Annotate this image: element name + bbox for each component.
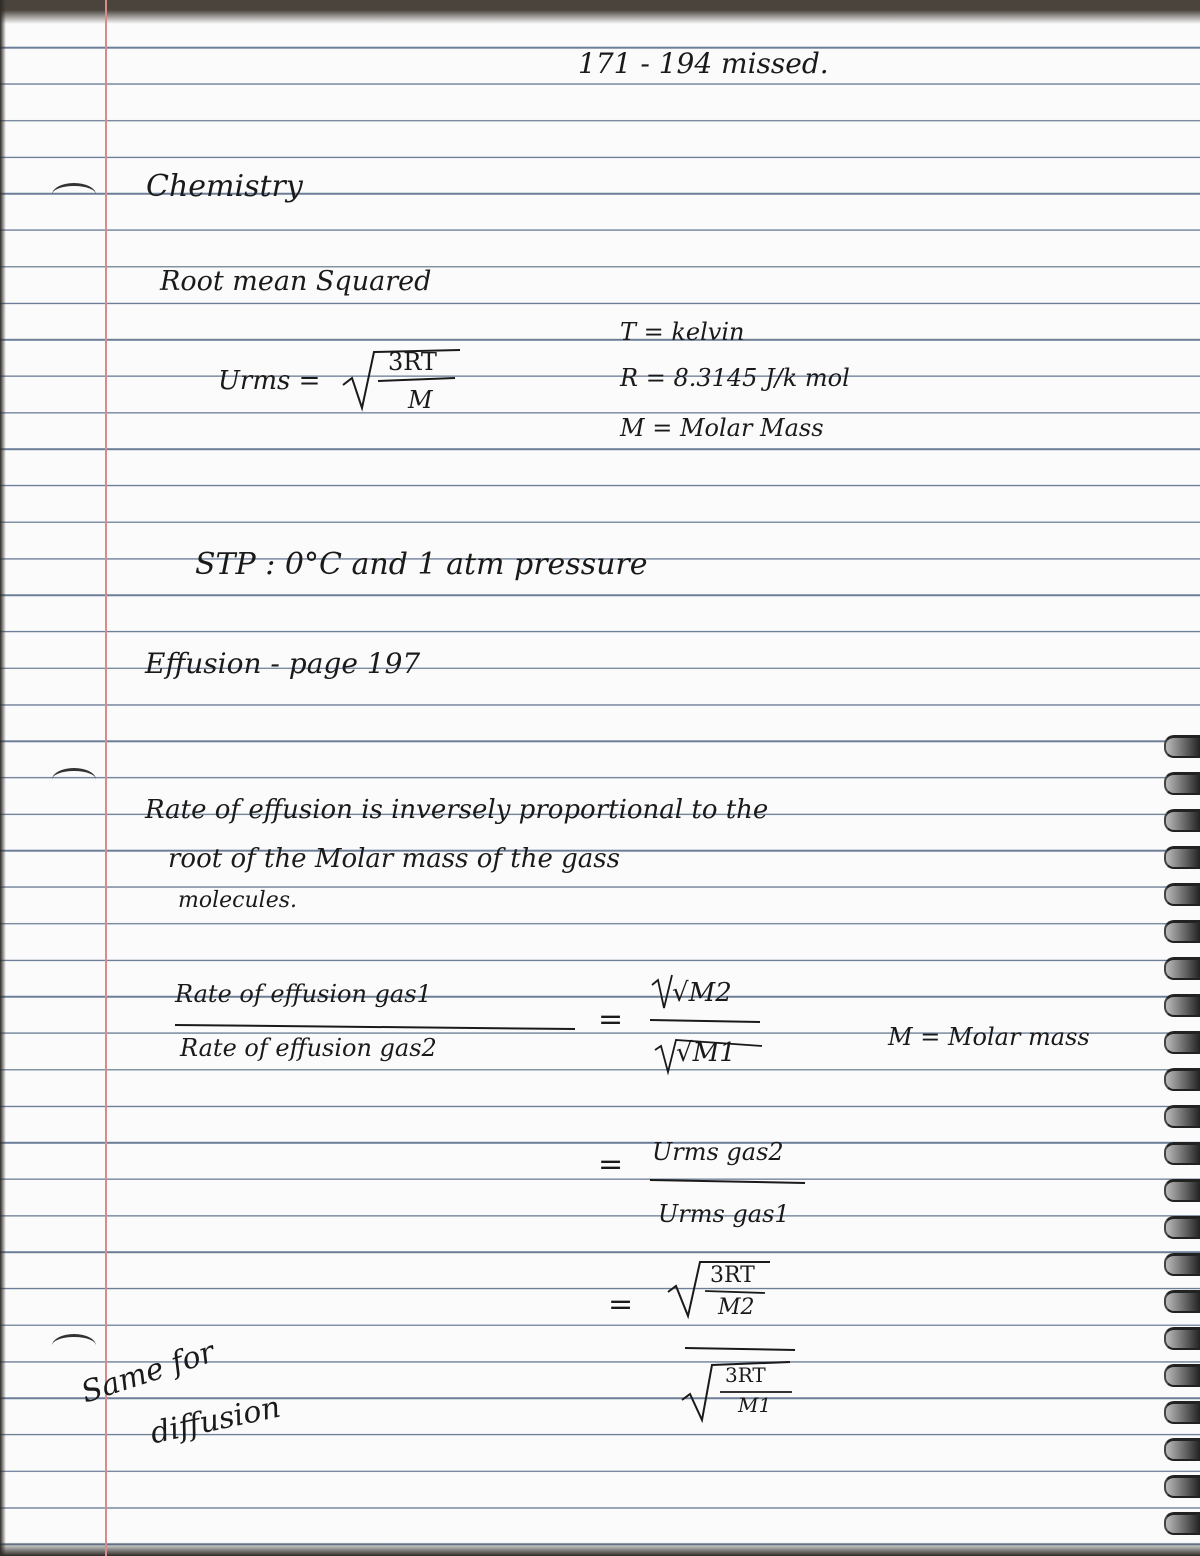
subject-title: Chemistry (146, 169, 303, 204)
rms-numerator: 3RT (388, 348, 437, 376)
effusion-heading: Effusion - page 197 (145, 647, 421, 680)
eq1-numerator: √M2 (672, 978, 732, 1008)
def-molar-mass: M = Molar Mass (620, 414, 824, 442)
def-gas-constant: R = 8.3145 J/k mol (620, 364, 850, 392)
equals-sign-3: = (608, 1287, 634, 1322)
spiral-coil (1164, 1290, 1200, 1313)
spiral-coil (1164, 772, 1200, 795)
def-temperature: T = kelvin (620, 318, 745, 346)
effusion-statement-line-2: root of the Molar mass of the gass (168, 844, 620, 874)
spiral-coil (1164, 957, 1200, 980)
spiral-coil (1164, 809, 1200, 832)
spiral-coil (1164, 1253, 1200, 1276)
spiral-coil (1164, 846, 1200, 869)
eq1-denominator: √M1 (676, 1038, 736, 1068)
spiral-coil (1164, 920, 1200, 943)
effusion-statement-line-1: Rate of effusion is inversely proportional to the (145, 795, 769, 825)
equals-sign-1: = (598, 1002, 624, 1037)
rms-denominator: M (408, 386, 433, 414)
side-note-line-1: Same for (77, 1334, 219, 1411)
spiral-coil (1164, 1327, 1200, 1350)
spiral-coil (1164, 1105, 1200, 1128)
spiral-coil (1164, 1216, 1200, 1239)
side-note-line-2: diffusion (147, 1389, 284, 1452)
spiral-coil (1164, 735, 1200, 758)
pages-missed-note: 171 - 194 missed. (578, 47, 829, 80)
spiral-coil (1164, 1475, 1200, 1498)
spiral-coil (1164, 883, 1200, 906)
stp-definition: STP : 0°C and 1 atm pressure (195, 547, 648, 582)
spiral-coil (1164, 1512, 1200, 1535)
eq3-upper-denominator: M2 (718, 1295, 755, 1320)
eq3-upper-numerator: 3RT (710, 1263, 755, 1288)
equals-sign-2: = (598, 1147, 624, 1182)
eq3-lower-numerator: 3RT (725, 1363, 766, 1387)
spiral-coil (1164, 1142, 1200, 1165)
spiral-coil (1164, 1068, 1200, 1091)
spiral-coil (1164, 1438, 1200, 1461)
spiral-coil (1164, 1401, 1200, 1424)
spiral-coil (1164, 1031, 1200, 1054)
spiral-coil (1164, 1179, 1200, 1202)
molar-mass-note: M = Molar mass (888, 1023, 1090, 1051)
rms-lhs: Urms = (218, 366, 321, 396)
effusion-statement-line-3: molecules. (178, 888, 297, 913)
ratio-denominator: Rate of effusion gas2 (180, 1034, 437, 1062)
spiral-coil (1164, 994, 1200, 1017)
rms-heading: Root mean Squared (160, 266, 432, 297)
eq3-lower-denominator: M1 (738, 1393, 772, 1417)
ratio-numerator: Rate of effusion gas1 (175, 980, 432, 1008)
spiral-coil (1164, 1364, 1200, 1387)
eq2-numerator: Urms gas2 (652, 1138, 784, 1166)
eq2-denominator: Urms gas1 (658, 1200, 790, 1228)
